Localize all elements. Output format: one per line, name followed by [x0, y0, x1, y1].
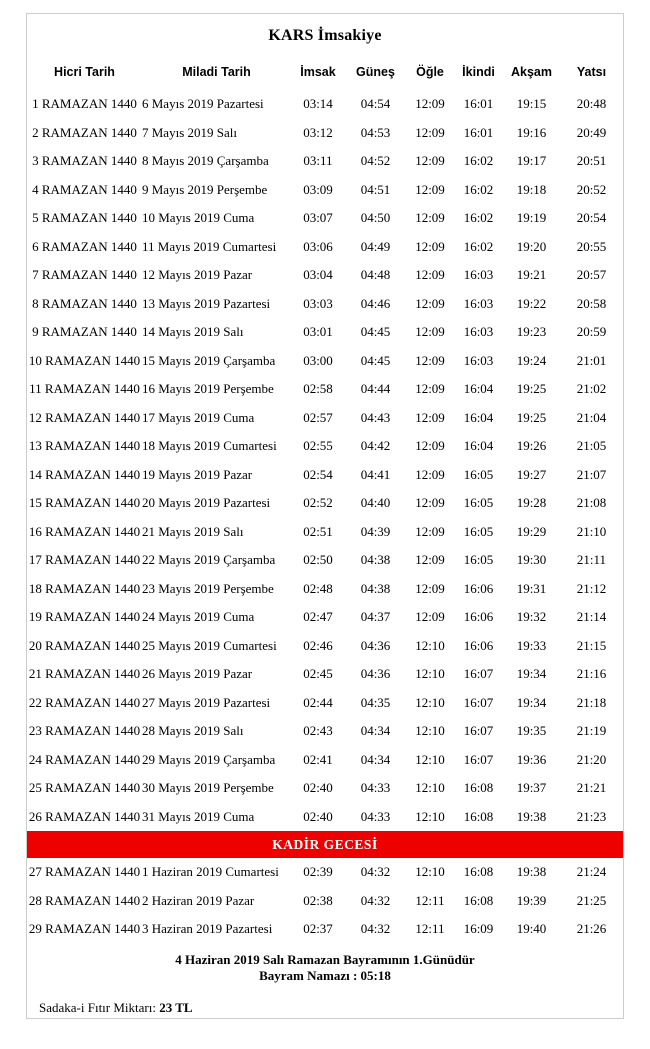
cell-gunes-time: 04:45 — [360, 352, 391, 368]
cell-aksam-time: 19:26 — [516, 438, 547, 454]
table-row — [27, 432, 623, 461]
cell-ikindi-time: 16:09 — [463, 921, 494, 937]
cell-gunes-time: 04:32 — [360, 864, 391, 880]
cell-yatsi-time: 20:57 — [576, 267, 607, 283]
table-row — [27, 489, 623, 518]
cell-ikindi-time: 16:01 — [463, 124, 494, 140]
cell-miladi-tarih: 19 Mayıs 2019 Pazar — [142, 466, 253, 482]
cell-gunes-time: 04:43 — [360, 409, 391, 425]
cell-imsak-time: 02:40 — [303, 780, 333, 796]
cell-aksam-time: 19:34 — [516, 666, 547, 682]
cell-gunes-time: 04:36 — [360, 637, 391, 653]
cell-ikindi-time: 16:06 — [463, 637, 494, 653]
cell-ogle-time: 12:10 — [415, 780, 445, 796]
imsakiye-sheet — [26, 13, 624, 1019]
cell-miladi-tarih: 21 Mayıs 2019 Salı — [142, 523, 244, 539]
cell-gunes-time: 04:32 — [360, 892, 391, 908]
cell-hicri-tarih: 6 RAMAZAN 1440 — [32, 238, 137, 254]
cell-imsak-time: 03:14 — [303, 96, 333, 112]
cell-gunes-time: 04:38 — [360, 552, 391, 568]
table-row — [27, 689, 623, 718]
cell-gunes-time: 04:34 — [360, 751, 391, 767]
table-row — [27, 660, 623, 689]
cell-aksam-time: 19:31 — [516, 580, 547, 596]
cell-gunes-time: 04:33 — [360, 780, 391, 796]
cell-hicri-tarih: 27 RAMAZAN 1440 — [28, 864, 141, 880]
cell-hicri-tarih: 16 RAMAZAN 1440 — [28, 523, 141, 539]
cell-hicri-tarih: 17 RAMAZAN 1440 — [28, 552, 141, 568]
cell-ikindi-time: 16:06 — [463, 580, 494, 596]
cell-ogle-time: 12:09 — [415, 96, 445, 112]
cell-yatsi-time: 21:02 — [576, 381, 607, 397]
cell-gunes-time: 04:53 — [360, 124, 391, 140]
cell-ogle-time: 12:09 — [415, 580, 445, 596]
cell-hicri-tarih: 9 RAMAZAN 1440 — [32, 324, 137, 340]
sadaka-value: 23 TL — [159, 999, 193, 1015]
cell-ogle-time: 12:09 — [415, 466, 445, 482]
cell-ogle-time: 12:10 — [415, 808, 445, 824]
cell-imsak-time: 02:37 — [303, 921, 333, 937]
cell-miladi-tarih: 9 Mayıs 2019 Perşembe — [142, 181, 268, 197]
cell-hicri-tarih: 12 RAMAZAN 1440 — [28, 409, 141, 425]
cell-ogle-time: 12:09 — [415, 409, 445, 425]
cell-aksam-time: 19:21 — [516, 267, 547, 283]
cell-yatsi-time: 21:04 — [576, 409, 607, 425]
cell-aksam-time: 19:38 — [516, 864, 547, 880]
cell-aksam-time: 19:39 — [516, 892, 547, 908]
cell-aksam-time: 19:33 — [516, 637, 547, 653]
cell-miladi-tarih: 3 Haziran 2019 Pazartesi — [142, 921, 273, 937]
column-header-imsak: İmsak — [300, 65, 336, 79]
cell-imsak-time: 02:44 — [303, 694, 333, 710]
cell-ogle-time: 12:10 — [415, 751, 445, 767]
cell-yatsi-time: 21:10 — [576, 523, 607, 539]
cell-imsak-time: 02:43 — [303, 723, 333, 739]
cell-hicri-tarih: 28 RAMAZAN 1440 — [28, 892, 141, 908]
cell-miladi-tarih: 31 Mayıs 2019 Cuma — [142, 808, 255, 824]
cell-aksam-time: 19:28 — [516, 495, 547, 511]
cell-miladi-tarih: 13 Mayıs 2019 Pazartesi — [142, 295, 271, 311]
table-row — [27, 803, 623, 832]
cell-yatsi-time: 21:18 — [576, 694, 607, 710]
table-row — [27, 233, 623, 262]
cell-miladi-tarih: 7 Mayıs 2019 Salı — [142, 124, 237, 140]
cell-aksam-time: 19:16 — [516, 124, 547, 140]
cell-ikindi-time: 16:06 — [463, 609, 494, 625]
cell-aksam-time: 19:36 — [516, 751, 547, 767]
cell-hicri-tarih: 19 RAMAZAN 1440 — [28, 609, 141, 625]
cell-yatsi-time: 20:51 — [576, 153, 607, 169]
table-row — [27, 404, 623, 433]
table-row — [27, 204, 623, 233]
cell-yatsi-time: 20:54 — [576, 210, 607, 226]
cell-imsak-time: 03:04 — [303, 267, 333, 283]
cell-gunes-time: 04:41 — [360, 466, 391, 482]
page-title: KARS İmsakiye — [268, 27, 382, 44]
column-header-ogle: Öğle — [416, 65, 444, 79]
table-row — [27, 290, 623, 319]
cell-imsak-time: 03:00 — [303, 352, 333, 368]
cell-miladi-tarih: 6 Mayıs 2019 Pazartesi — [142, 96, 264, 112]
cell-ogle-time: 12:09 — [415, 609, 445, 625]
column-header-aksam: Akşam — [511, 65, 552, 79]
cell-yatsi-time: 21:19 — [576, 723, 607, 739]
table-row — [27, 746, 623, 775]
table-row — [27, 887, 623, 916]
cell-gunes-time: 04:48 — [360, 267, 391, 283]
cell-gunes-time: 04:40 — [360, 495, 391, 511]
cell-miladi-tarih: 28 Mayıs 2019 Salı — [142, 723, 244, 739]
cell-ogle-time: 12:09 — [415, 352, 445, 368]
table-row — [27, 575, 623, 604]
cell-hicri-tarih: 29 RAMAZAN 1440 — [28, 921, 141, 937]
cell-imsak-time: 03:03 — [303, 295, 333, 311]
cell-yatsi-time: 21:26 — [576, 921, 607, 937]
cell-ikindi-time: 16:08 — [463, 864, 494, 880]
cell-imsak-time: 02:51 — [303, 523, 333, 539]
cell-miladi-tarih: 14 Mayıs 2019 Salı — [142, 324, 244, 340]
cell-yatsi-time: 21:12 — [576, 580, 607, 596]
cell-yatsi-time: 21:15 — [576, 637, 607, 653]
cell-imsak-time: 02:47 — [303, 609, 333, 625]
cell-ikindi-time: 16:02 — [463, 210, 494, 226]
cell-ogle-time: 12:09 — [415, 210, 445, 226]
table-header-row — [27, 54, 623, 90]
kadir-gecesi-banner: KADİR GECESİ — [27, 831, 623, 858]
cell-imsak-time: 02:38 — [303, 892, 333, 908]
cell-hicri-tarih: 11 RAMAZAN 1440 — [29, 381, 140, 397]
cell-gunes-time: 04:32 — [360, 921, 391, 937]
cell-ikindi-time: 16:05 — [463, 466, 494, 482]
cell-miladi-tarih: 10 Mayıs 2019 Cuma — [142, 210, 255, 226]
cell-ogle-time: 12:09 — [415, 124, 445, 140]
table-row — [27, 90, 623, 119]
cell-ikindi-time: 16:07 — [463, 666, 494, 682]
cell-gunes-time: 04:36 — [360, 666, 391, 682]
cell-gunes-time: 04:51 — [360, 181, 391, 197]
cell-miladi-tarih: 22 Mayıs 2019 Çarşamba — [142, 552, 276, 568]
cell-ogle-time: 12:10 — [415, 694, 445, 710]
cell-imsak-time: 03:07 — [303, 210, 333, 226]
cell-ogle-time: 12:10 — [415, 637, 445, 653]
cell-yatsi-time: 21:05 — [576, 438, 607, 454]
cell-miladi-tarih: 8 Mayıs 2019 Çarşamba — [142, 153, 269, 169]
cell-imsak-time: 02:57 — [303, 409, 333, 425]
cell-ikindi-time: 16:03 — [463, 267, 494, 283]
cell-yatsi-time: 21:24 — [576, 864, 607, 880]
cell-miladi-tarih: 11 Mayıs 2019 Cumartesi — [142, 238, 277, 254]
cell-ikindi-time: 16:03 — [463, 352, 494, 368]
cell-aksam-time: 19:22 — [516, 295, 547, 311]
cell-ikindi-time: 16:07 — [463, 751, 494, 767]
cell-imsak-time: 03:01 — [303, 324, 333, 340]
cell-miladi-tarih: 18 Mayıs 2019 Cumartesi — [142, 438, 277, 454]
cell-ogle-time: 12:09 — [415, 324, 445, 340]
cell-imsak-time: 03:06 — [303, 238, 333, 254]
column-header-miladi-tarih: Miladi Tarih — [182, 65, 251, 79]
cell-ogle-time: 12:09 — [415, 438, 445, 454]
cell-ogle-time: 12:09 — [415, 552, 445, 568]
cell-yatsi-time: 21:07 — [576, 466, 607, 482]
cell-ogle-time: 12:09 — [415, 523, 445, 539]
cell-aksam-time: 19:30 — [516, 552, 547, 568]
cell-ikindi-time: 16:05 — [463, 495, 494, 511]
cell-imsak-time: 03:12 — [303, 124, 333, 140]
cell-hicri-tarih: 13 RAMAZAN 1440 — [28, 438, 141, 454]
cell-hicri-tarih: 3 RAMAZAN 1440 — [32, 153, 137, 169]
table-row — [27, 347, 623, 376]
table-row — [27, 603, 623, 632]
cell-miladi-tarih: 20 Mayıs 2019 Pazartesi — [142, 495, 271, 511]
cell-aksam-time: 19:15 — [516, 96, 547, 112]
sadaka-label: Sadaka-i Fıtır Miktarı: — [39, 999, 156, 1015]
table-row — [27, 774, 623, 803]
cell-imsak-time: 02:41 — [303, 751, 333, 767]
cell-aksam-time: 19:25 — [516, 381, 547, 397]
table-row — [27, 375, 623, 404]
cell-aksam-time: 19:17 — [516, 153, 547, 169]
cell-miladi-tarih: 30 Mayıs 2019 Perşembe — [142, 780, 274, 796]
cell-ogle-time: 12:09 — [415, 295, 445, 311]
bayram-note-line2: Bayram Namazı : 05:18 — [259, 967, 391, 983]
cell-imsak-time: 02:46 — [303, 637, 333, 653]
cell-imsak-time: 02:52 — [303, 495, 333, 511]
rows-before-banner — [27, 90, 623, 831]
cell-yatsi-time: 21:11 — [576, 552, 607, 568]
table-row — [27, 119, 623, 148]
cell-ogle-time: 12:11 — [415, 921, 445, 937]
cell-ogle-time: 12:09 — [415, 153, 445, 169]
cell-hicri-tarih: 22 RAMAZAN 1440 — [28, 694, 141, 710]
cell-yatsi-time: 21:16 — [576, 666, 607, 682]
table-row — [27, 518, 623, 547]
table-row — [27, 546, 623, 575]
cell-imsak-time: 02:54 — [303, 466, 333, 482]
cell-ikindi-time: 16:08 — [463, 808, 494, 824]
cell-yatsi-time: 20:55 — [576, 238, 607, 254]
cell-aksam-time: 19:35 — [516, 723, 547, 739]
cell-imsak-time: 02:45 — [303, 666, 333, 682]
cell-ogle-time: 12:10 — [415, 864, 445, 880]
cell-ikindi-time: 16:07 — [463, 694, 494, 710]
table-row — [27, 176, 623, 205]
cell-gunes-time: 04:39 — [360, 523, 391, 539]
prayer-times-table — [27, 54, 623, 944]
cell-hicri-tarih: 15 RAMAZAN 1440 — [28, 495, 141, 511]
cell-yatsi-time: 21:21 — [576, 780, 607, 796]
table-row — [27, 717, 623, 746]
cell-ikindi-time: 16:04 — [463, 381, 494, 397]
cell-yatsi-time: 20:48 — [576, 96, 607, 112]
cell-ogle-time: 12:11 — [415, 892, 445, 908]
cell-imsak-time: 02:50 — [303, 552, 333, 568]
cell-imsak-time: 03:11 — [303, 153, 333, 169]
cell-aksam-time: 19:32 — [516, 609, 547, 625]
cell-aksam-time: 19:38 — [516, 808, 547, 824]
cell-imsak-time: 02:40 — [303, 808, 333, 824]
cell-ogle-time: 12:09 — [415, 267, 445, 283]
cell-gunes-time: 04:42 — [360, 438, 391, 454]
cell-ikindi-time: 16:05 — [463, 523, 494, 539]
cell-ikindi-time: 16:01 — [463, 96, 494, 112]
cell-aksam-time: 19:34 — [516, 694, 547, 710]
cell-hicri-tarih: 7 RAMAZAN 1440 — [32, 267, 137, 283]
cell-ogle-time: 12:09 — [415, 181, 445, 197]
cell-miladi-tarih: 29 Mayıs 2019 Çarşamba — [142, 751, 276, 767]
rows-after-banner — [27, 858, 623, 944]
cell-yatsi-time: 20:49 — [576, 124, 607, 140]
cell-miladi-tarih: 15 Mayıs 2019 Çarşamba — [142, 352, 276, 368]
cell-ogle-time: 12:09 — [415, 238, 445, 254]
cell-ikindi-time: 16:08 — [463, 780, 494, 796]
cell-ikindi-time: 16:04 — [463, 438, 494, 454]
cell-hicri-tarih: 26 RAMAZAN 1440 — [28, 808, 141, 824]
table-row — [27, 858, 623, 887]
cell-ikindi-time: 16:05 — [463, 552, 494, 568]
cell-imsak-time: 03:09 — [303, 181, 333, 197]
cell-yatsi-time: 21:08 — [576, 495, 607, 511]
bayram-note — [27, 952, 623, 984]
cell-ikindi-time: 16:03 — [463, 324, 494, 340]
cell-ikindi-time: 16:07 — [463, 723, 494, 739]
cell-imsak-time: 02:55 — [303, 438, 333, 454]
sadaka-note — [27, 1000, 623, 1016]
cell-ogle-time: 12:09 — [415, 495, 445, 511]
cell-hicri-tarih: 4 RAMAZAN 1440 — [32, 181, 137, 197]
cell-hicri-tarih: 14 RAMAZAN 1440 — [28, 466, 141, 482]
cell-hicri-tarih: 10 RAMAZAN 1440 — [28, 352, 141, 368]
cell-hicri-tarih: 24 RAMAZAN 1440 — [28, 751, 141, 767]
cell-hicri-tarih: 8 RAMAZAN 1440 — [32, 295, 137, 311]
cell-yatsi-time: 20:58 — [576, 295, 607, 311]
cell-ikindi-time: 16:04 — [463, 409, 494, 425]
cell-gunes-time: 04:45 — [360, 324, 391, 340]
cell-aksam-time: 19:24 — [516, 352, 547, 368]
cell-aksam-time: 19:37 — [516, 780, 547, 796]
cell-gunes-time: 04:33 — [360, 808, 391, 824]
cell-miladi-tarih: 12 Mayıs 2019 Pazar — [142, 267, 253, 283]
cell-gunes-time: 04:44 — [360, 381, 391, 397]
cell-yatsi-time: 20:52 — [576, 181, 607, 197]
cell-aksam-time: 19:19 — [516, 210, 547, 226]
cell-ikindi-time: 16:02 — [463, 153, 494, 169]
cell-gunes-time: 04:34 — [360, 723, 391, 739]
table-row — [27, 318, 623, 347]
cell-aksam-time: 19:29 — [516, 523, 547, 539]
cell-gunes-time: 04:49 — [360, 238, 391, 254]
cell-hicri-tarih: 23 RAMAZAN 1440 — [28, 723, 141, 739]
cell-ogle-time: 12:09 — [415, 381, 445, 397]
table-row — [27, 461, 623, 490]
cell-yatsi-time: 21:25 — [576, 892, 607, 908]
cell-ikindi-time: 16:02 — [463, 181, 494, 197]
table-row — [27, 632, 623, 661]
cell-yatsi-time: 21:23 — [576, 808, 607, 824]
cell-gunes-time: 04:46 — [360, 295, 391, 311]
cell-miladi-tarih: 26 Mayıs 2019 Pazar — [142, 666, 253, 682]
cell-gunes-time: 04:54 — [360, 96, 391, 112]
column-header-ikindi: İkindi — [462, 65, 495, 79]
cell-hicri-tarih: 18 RAMAZAN 1440 — [28, 580, 141, 596]
cell-gunes-time: 04:35 — [360, 694, 391, 710]
cell-ikindi-time: 16:02 — [463, 238, 494, 254]
table-row — [27, 915, 623, 944]
cell-yatsi-time: 21:01 — [576, 352, 607, 368]
cell-hicri-tarih: 2 RAMAZAN 1440 — [32, 124, 137, 140]
cell-yatsi-time: 21:20 — [576, 751, 607, 767]
cell-aksam-time: 19:18 — [516, 181, 547, 197]
cell-yatsi-time: 20:59 — [576, 324, 607, 340]
cell-ikindi-time: 16:03 — [463, 295, 494, 311]
cell-miladi-tarih: 16 Mayıs 2019 Perşembe — [142, 381, 274, 397]
cell-aksam-time: 19:40 — [516, 921, 547, 937]
cell-aksam-time: 19:20 — [516, 238, 547, 254]
cell-miladi-tarih: 25 Mayıs 2019 Cumartesi — [142, 637, 277, 653]
cell-miladi-tarih: 17 Mayıs 2019 Cuma — [142, 409, 255, 425]
cell-imsak-time: 02:39 — [303, 864, 333, 880]
cell-hicri-tarih: 1 RAMAZAN 1440 — [32, 96, 137, 112]
cell-gunes-time: 04:37 — [360, 609, 391, 625]
cell-imsak-time: 02:48 — [303, 580, 333, 596]
cell-gunes-time: 04:50 — [360, 210, 391, 226]
cell-ogle-time: 12:10 — [415, 666, 445, 682]
cell-hicri-tarih: 21 RAMAZAN 1440 — [28, 666, 141, 682]
cell-hicri-tarih: 20 RAMAZAN 1440 — [28, 637, 141, 653]
cell-hicri-tarih: 25 RAMAZAN 1440 — [28, 780, 141, 796]
table-row — [27, 147, 623, 176]
cell-miladi-tarih: 27 Mayıs 2019 Pazartesi — [142, 694, 271, 710]
kadir-gecesi-banner-row — [27, 831, 623, 858]
cell-yatsi-time: 21:14 — [576, 609, 607, 625]
column-header-hicri-tarih: Hicri Tarih — [54, 65, 115, 79]
cell-miladi-tarih: 23 Mayıs 2019 Perşembe — [142, 580, 274, 596]
cell-hicri-tarih: 5 RAMAZAN 1440 — [32, 210, 137, 226]
column-header-yatsi: Yatsı — [576, 65, 607, 79]
cell-gunes-time: 04:52 — [360, 153, 391, 169]
cell-aksam-time: 19:27 — [516, 466, 547, 482]
cell-miladi-tarih: 2 Haziran 2019 Pazar — [142, 892, 255, 908]
table-row — [27, 261, 623, 290]
cell-aksam-time: 19:23 — [516, 324, 547, 340]
cell-aksam-time: 19:25 — [516, 409, 547, 425]
cell-gunes-time: 04:38 — [360, 580, 391, 596]
cell-ogle-time: 12:10 — [415, 723, 445, 739]
cell-miladi-tarih: 1 Haziran 2019 Cumartesi — [142, 864, 279, 880]
cell-ikindi-time: 16:08 — [463, 892, 494, 908]
column-header-gunes: Güneş — [356, 65, 395, 79]
cell-miladi-tarih: 24 Mayıs 2019 Cuma — [142, 609, 255, 625]
cell-imsak-time: 02:58 — [303, 381, 333, 397]
bayram-note-line1: 4 Haziran 2019 Salı Ramazan Bayramının 1.Günüdür — [175, 951, 475, 967]
